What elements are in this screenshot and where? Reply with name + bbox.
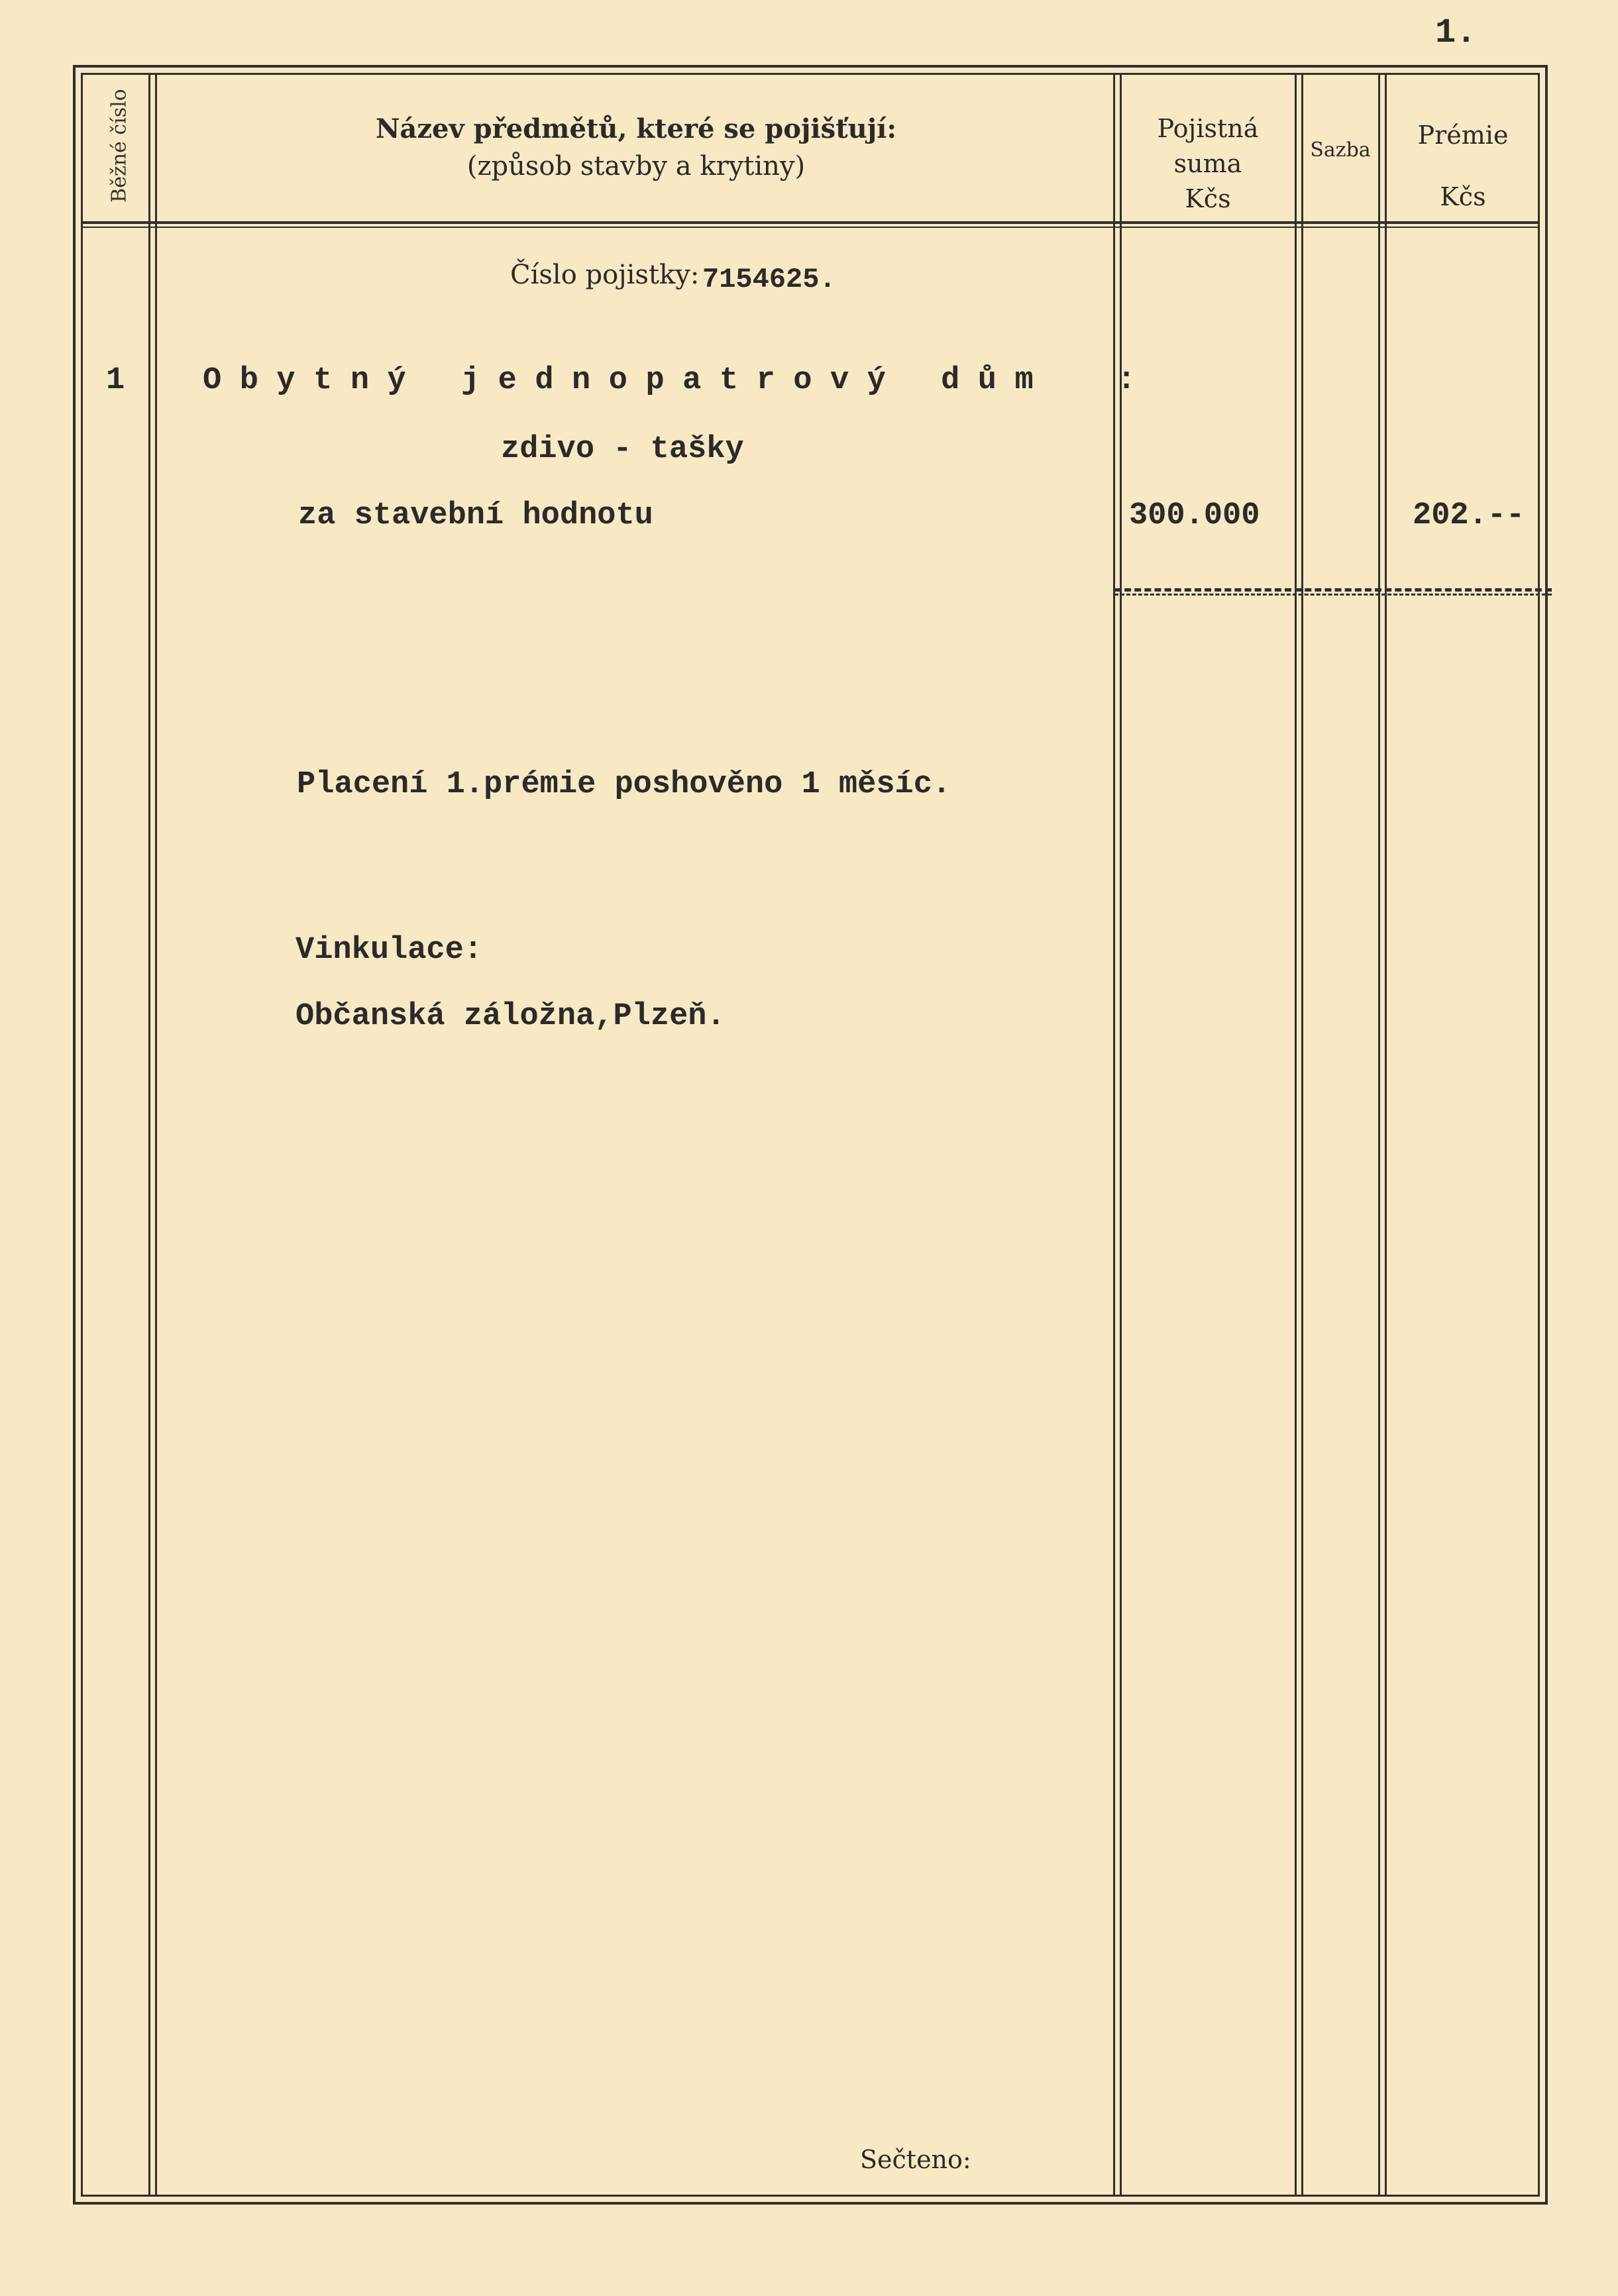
item-material: zdivo - tašky — [501, 432, 744, 467]
header-premium — [1387, 118, 1538, 215]
header-title: Název předmětů, které se pojišťují: — [375, 113, 897, 144]
header-sum-line1: Pojistná — [1157, 114, 1259, 143]
header-premium-unit: Kčs — [1440, 182, 1486, 212]
item-basis: za stavební hodnotu — [298, 498, 653, 533]
header-sum-line2: suma — [1173, 149, 1242, 179]
total-dashed-line-2 — [1114, 594, 1552, 596]
divider-rate-col — [1295, 73, 1297, 2197]
divider-number-col — [148, 73, 150, 2197]
total-dashed-line — [1114, 588, 1552, 592]
divider-rate-col-2 — [1301, 73, 1303, 2197]
item-row-number: 1 — [106, 363, 125, 398]
divider-sum-col — [1113, 73, 1115, 2197]
header-sum — [1122, 111, 1293, 217]
item-title: Obytný jednopatrový dům — [203, 363, 1052, 398]
header-separator-thin — [81, 227, 1540, 228]
header-row-number-label: Běžné číslo — [107, 89, 131, 203]
vinculation-holder: Občanská záložna,Plzeň. — [296, 999, 726, 1034]
policy-number-value: 7154625. — [702, 264, 836, 295]
vinculation-label: Vinkulace: — [296, 933, 483, 968]
header-separator — [81, 221, 1540, 224]
item-title-colon: : — [1117, 363, 1136, 398]
header-sum-unit: Kčs — [1185, 184, 1231, 214]
policy-number-label: Číslo pojistky: — [510, 260, 700, 290]
total-label: Sečteno: — [860, 2145, 971, 2174]
payment-note: Placení 1.prémie poshověno 1 měsíc. — [297, 767, 951, 802]
header-rate: Sazba — [1310, 138, 1371, 162]
item-sum: 300.000 — [1129, 498, 1260, 533]
divider-premium-col-2 — [1385, 73, 1387, 2197]
header-subtitle: (způsob stavby a krytiny) — [466, 151, 806, 182]
page-number: 1. — [1435, 13, 1477, 52]
divider-number-col-2 — [155, 73, 157, 2197]
divider-premium-col — [1378, 73, 1380, 2197]
item-premium: 202.-- — [1413, 498, 1525, 533]
header-premium-label: Prémie — [1417, 121, 1509, 150]
